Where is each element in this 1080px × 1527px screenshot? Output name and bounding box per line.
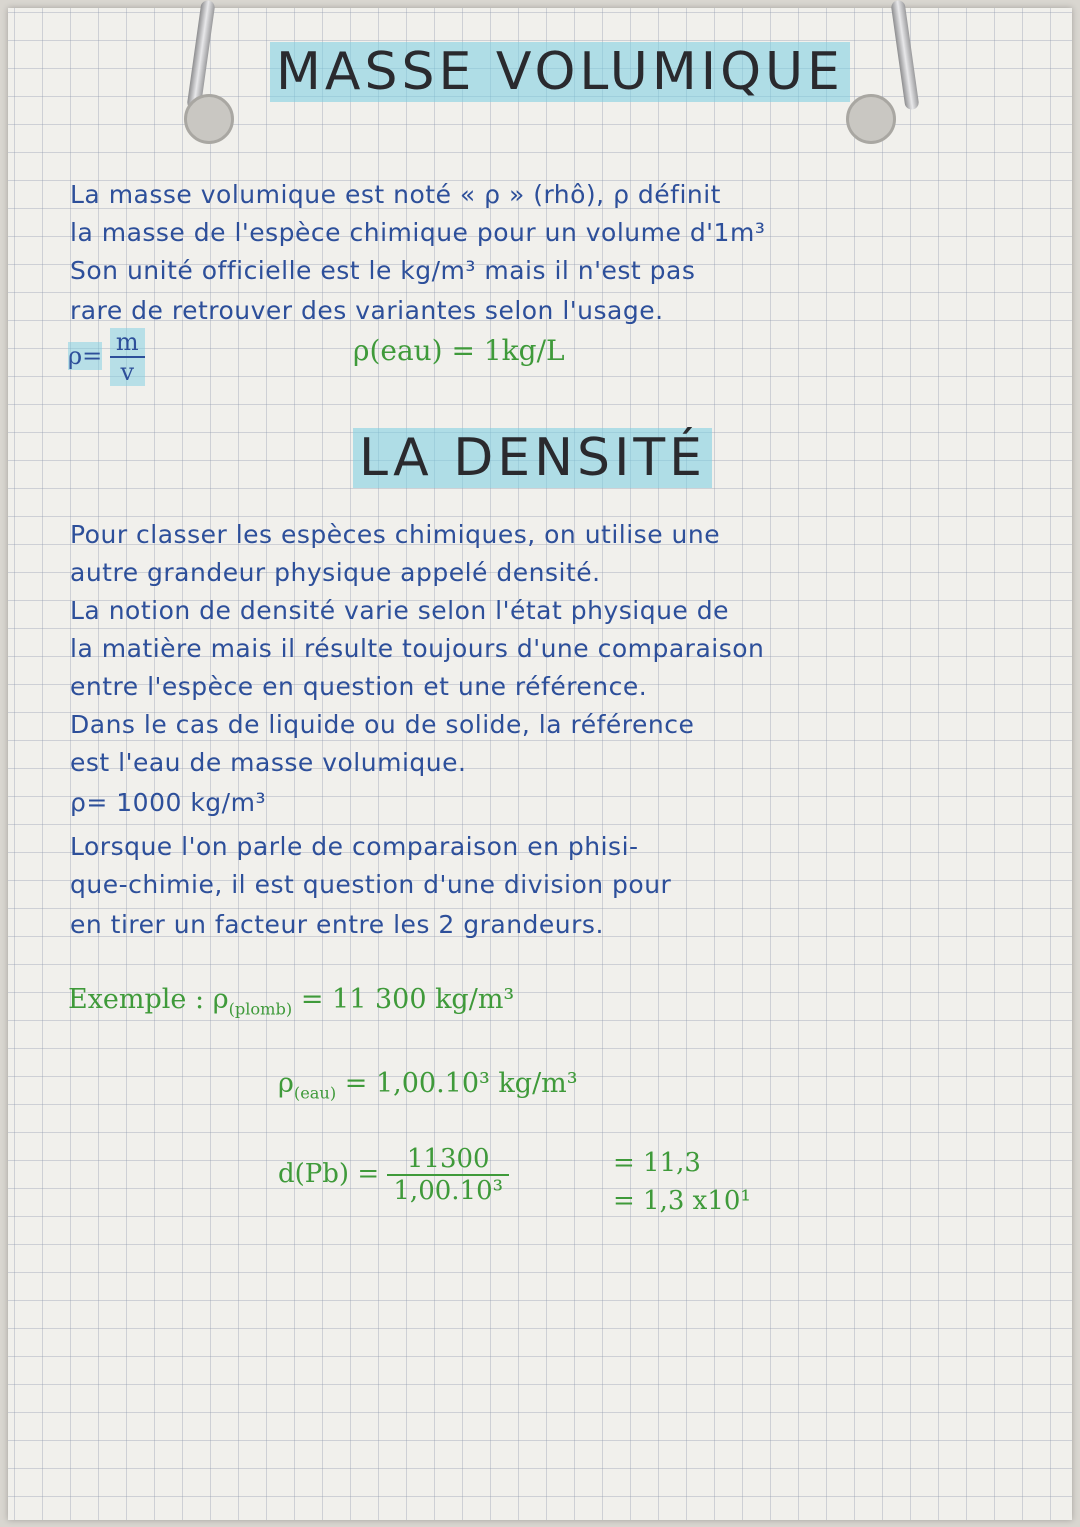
example-rho-water: ρ xyxy=(278,1068,294,1099)
section2-line-5: entre l'espèce en question et une référence. xyxy=(70,672,648,701)
example-lead-value: = 11 300 kg/m³ xyxy=(300,984,515,1015)
example-lead-subscript: (plomb) xyxy=(228,999,293,1019)
heading-la-densite-text: LA DENSITÉ xyxy=(353,428,712,488)
section2-line-2: autre grandeur physique appelé densité. xyxy=(70,558,601,587)
example-water-value: = 1,00.10³ kg/m³ xyxy=(344,1068,578,1099)
example-water-density xyxy=(278,1068,578,1102)
section2-line-9: Lorsque l'on parle de comparaison en phisi- xyxy=(70,832,639,861)
formula-rho-label: ρ= xyxy=(68,341,103,370)
formula-numerator: m xyxy=(110,328,145,358)
section2-line-8: ρ= 1000 kg/m³ xyxy=(70,788,266,817)
section1-line-3: Son unité officielle est le kg/m³ mais il n'est pas xyxy=(70,256,696,285)
heading-masse-volumique-text: MASSE VOLUMIQUE xyxy=(270,42,850,102)
example-d-denominator: 1,00.10³ xyxy=(393,1176,504,1206)
example-d-result-1: = 11,3 xyxy=(613,1148,701,1178)
example-d-label: d(Pb) = xyxy=(278,1159,380,1189)
example-label: Exemple : xyxy=(68,984,205,1015)
example-density-calc xyxy=(278,1144,509,1206)
example-rho-lead: ρ xyxy=(212,984,229,1015)
section2-line-7: est l'eau de masse volumique. xyxy=(70,748,467,777)
section2-line-10: que-chimie, il est question d'une division pour xyxy=(70,870,672,899)
example-d-fraction xyxy=(387,1144,509,1206)
binder-hole-right xyxy=(846,94,896,144)
example-lead-density xyxy=(68,984,514,1018)
section2-line-1: Pour classer les espèces chimiques, on utilise une xyxy=(70,520,721,549)
example-d-numerator: 11300 xyxy=(387,1144,509,1176)
formula-fraction xyxy=(110,328,145,386)
formula-rho-m-over-v xyxy=(68,328,145,386)
notebook-page xyxy=(8,8,1072,1520)
heading-la-densite xyxy=(353,428,712,488)
section2-line-11: en tirer un facteur entre les 2 grandeurs. xyxy=(70,910,604,939)
formula-denominator: v xyxy=(120,358,135,386)
section2-line-4: la matière mais il résulte toujours d'une comparaison xyxy=(70,634,765,663)
water-density-note: ρ(eau) = 1kg/L xyxy=(353,334,565,367)
section2-line-6: Dans le cas de liquide ou de solide, la référence xyxy=(70,710,695,739)
heading-masse-volumique xyxy=(270,42,850,102)
section2-line-3: La notion de densité varie selon l'état physique de xyxy=(70,596,730,625)
binder-hole-left xyxy=(184,94,234,144)
section1-line-2: la masse de l'espèce chimique pour un volume d'1m³ xyxy=(70,218,766,247)
example-d-result-2: = 1,3 x10¹ xyxy=(613,1186,751,1216)
section1-line-1: La masse volumique est noté « ρ » (rhô), ρ définit xyxy=(70,180,721,209)
example-water-subscript: (eau) xyxy=(293,1083,337,1103)
section1-line-4: rare de retrouver des variantes selon l'usage. xyxy=(70,296,664,325)
binder-ring-right-wire xyxy=(890,0,919,110)
